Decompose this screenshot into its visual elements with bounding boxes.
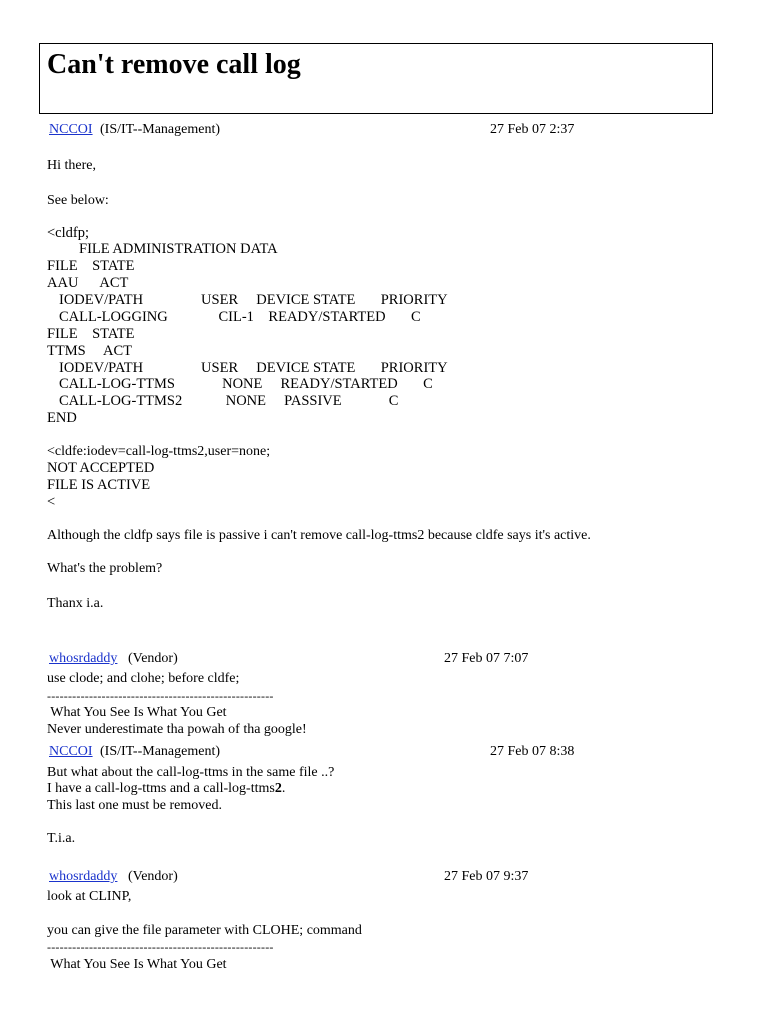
post-date: 27 Feb 07 7:07 — [444, 651, 529, 666]
post-date: 27 Feb 07 2:37 — [490, 122, 575, 137]
code-line: CALL-LOG-TTMS2 NONE PASSIVE C — [59, 393, 399, 409]
post-author-role: (Vendor) — [128, 651, 178, 666]
post-author-role: (IS/IT--Management) — [100, 744, 220, 759]
post-text-segment: I have a call-log-ttms and a call-log-ttms — [47, 781, 275, 796]
post-author-link[interactable]: whosrdaddy — [49, 869, 118, 884]
post-author-role: (IS/IT--Management) — [100, 122, 220, 137]
emphasis-text: 2 — [274, 781, 282, 796]
post-text-line: look at CLINP, — [47, 889, 132, 904]
code-line: IODEV/PATH USER DEVICE STATE PRIORITY — [59, 360, 448, 376]
code-line: END — [47, 410, 77, 426]
post-author-link[interactable]: whosrdaddy — [49, 651, 118, 666]
post-text-segment: . — [281, 781, 286, 796]
code-line: TTMS ACT — [47, 343, 132, 359]
signature-divider: ------------------------------------------------------ — [47, 689, 274, 703]
code-line: CALL-LOGGING CIL-1 READY/STARTED C — [59, 309, 421, 325]
title-box — [39, 43, 713, 114]
post-text-line: you can give the file parameter with CLOHE; command — [47, 923, 362, 938]
code-line: IODEV/PATH USER DEVICE STATE PRIORITY — [59, 292, 448, 308]
code-line: FILE STATE — [47, 258, 135, 274]
code-line: <cldfp; — [47, 225, 89, 241]
post-text-line: T.i.a. — [47, 831, 76, 846]
post-text-line: But what about the call-log-ttms in the same file ..? — [47, 765, 335, 780]
post-date: 27 Feb 07 9:37 — [444, 869, 529, 884]
post-text-line: use clode; and clohe; before cldfe; — [47, 671, 240, 686]
post-author-link[interactable]: NCCOI — [49, 122, 93, 137]
code-line: < — [47, 494, 56, 510]
signature-divider: ------------------------------------------------------ — [47, 940, 274, 954]
code-line: <cldfe:iodev=call-log-ttms2,user=none; — [47, 444, 271, 459]
code-line: FILE STATE — [47, 326, 135, 342]
signature-line: Never underestimate tha powah of tha google! — [47, 722, 307, 737]
post-author-role: (Vendor) — [128, 869, 178, 884]
code-line: NOT ACCEPTED — [47, 460, 155, 476]
code-line: AAU ACT — [47, 275, 129, 291]
post-text-line: Thanx i.a. — [47, 596, 104, 611]
post-text-line: Although the cldfp says file is passive i can't remove call-log-ttms2 because cldfe says it's active. — [47, 528, 591, 543]
code-line: FILE IS ACTIVE — [47, 477, 151, 493]
post-author-link[interactable]: NCCOI — [49, 744, 93, 759]
signature-line: What You See Is What You Get — [47, 705, 227, 720]
post-text-line: This last one must be removed. — [47, 798, 222, 813]
page-title: Can't remove call log — [47, 49, 301, 80]
post-text-line: See below: — [47, 193, 109, 208]
post-text-line: What's the problem? — [47, 561, 163, 576]
post-text-line: Hi there, — [47, 158, 96, 173]
code-line: CALL-LOG-TTMS NONE READY/STARTED C — [59, 376, 433, 392]
signature-line: What You See Is What You Get — [47, 957, 227, 972]
code-line: FILE ADMINISTRATION DATA — [79, 241, 278, 257]
post-date: 27 Feb 07 8:38 — [490, 744, 575, 759]
post-text-line — [47, 780, 285, 797]
